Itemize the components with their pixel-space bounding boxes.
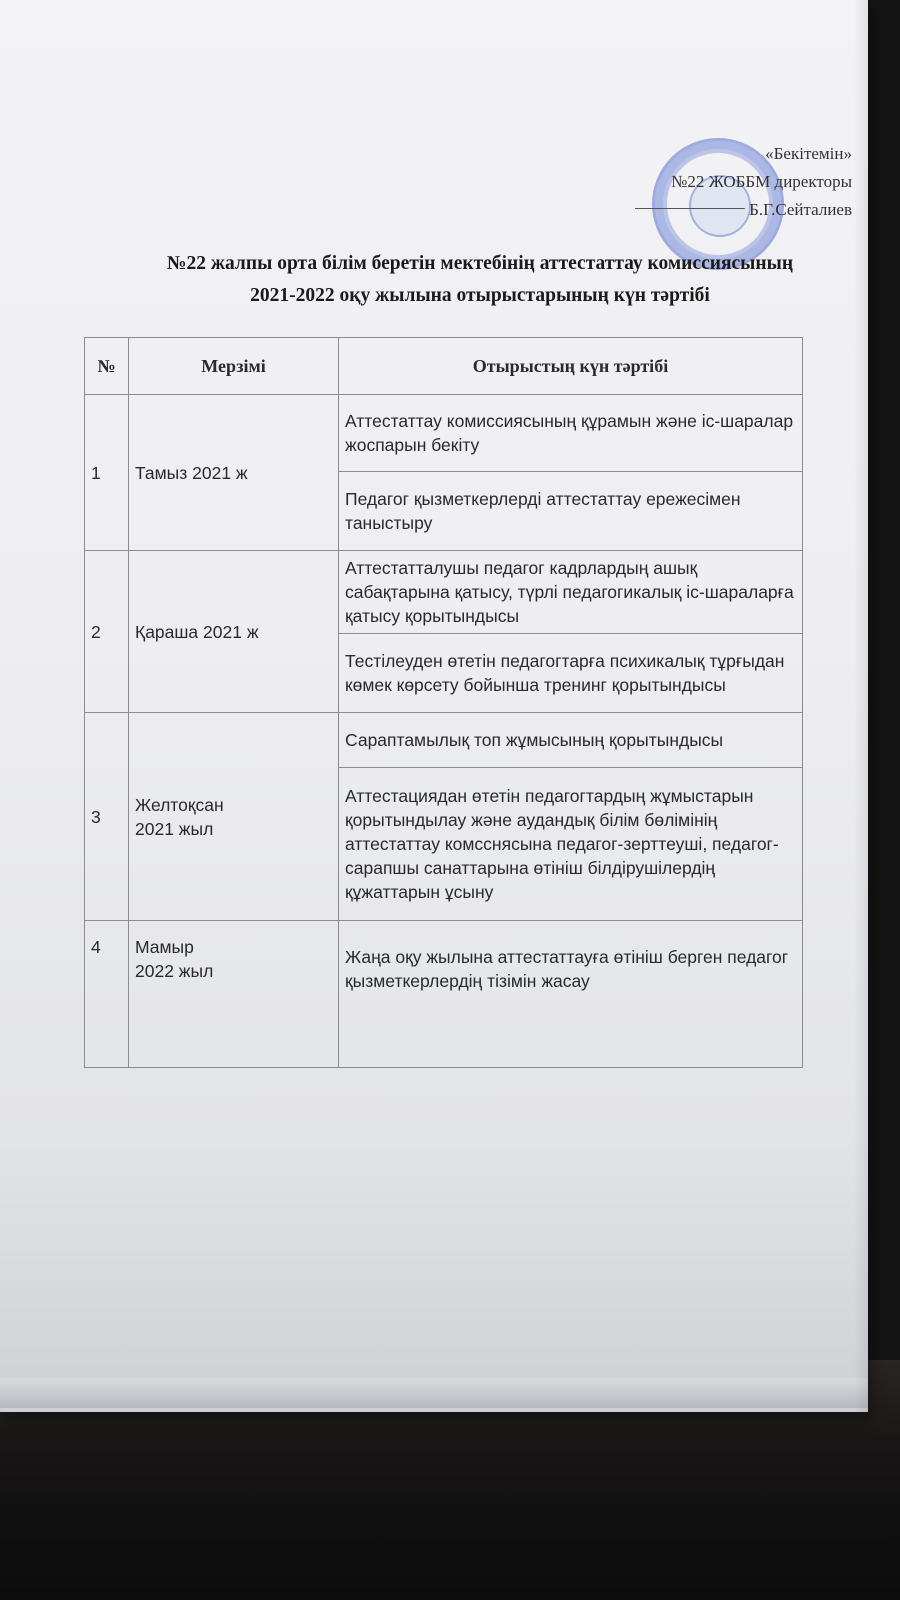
approval-block [592, 140, 852, 224]
document-title [80, 248, 880, 312]
agenda-item: Тестілеуден өтетін педагогтарға психикалық тұрғыдан көмек көрсету бойынша тренинг қорытындысы [339, 634, 803, 713]
row-date-year: 2022 жыл [135, 961, 214, 981]
agenda-item: Аттестатталушы педагог кадрлардың ашық сабақтарына қатысу, түрлі педагогикалық іс-шараларға қатысу қорытындысы [339, 551, 803, 634]
row-date [129, 921, 339, 1068]
table-row [85, 921, 803, 1068]
title-line-1: №22 жалпы орта білім беретін мектебінің аттестаттау комиссиясының [166, 253, 794, 274]
row-date-month: Мамыр [135, 937, 194, 957]
agenda-item: Жаңа оқу жылына аттестаттауға өтініш берген педагог қызметкерлердің тізімін жасау [339, 921, 803, 1068]
title-line-2: 2021-2022 оқу жылына отырыстарының күн тәртібі [250, 285, 710, 306]
header-number: № [85, 338, 129, 395]
agenda-table [84, 337, 803, 1068]
header-date: Мерзімі [129, 338, 339, 395]
row-date: Тамыз 2021 ж [129, 395, 339, 551]
row-date-year: 2021 жыл [135, 818, 214, 839]
row-number: 3 [85, 713, 129, 921]
row-date-month: Желтоқсан [135, 794, 224, 815]
agenda-item: Аттестаттау комиссиясының құрамын және іс-шаралар жоспарын бекіту [339, 395, 803, 472]
row-date: Қараша 2021 ж [129, 551, 339, 713]
table-header-row [85, 338, 803, 395]
row-number: 1 [85, 395, 129, 551]
table-row [85, 551, 803, 634]
agenda-item: Педагог қызметкерлерді аттестаттау ережесімен таныстыру [339, 472, 803, 551]
paper-bottom-edge [0, 1378, 868, 1408]
approval-position: №22 ЖОББМ директоры [671, 172, 852, 191]
approval-heading: «Бекітемін» [765, 144, 852, 163]
row-number: 2 [85, 551, 129, 713]
table-row [85, 713, 803, 768]
table-row [85, 395, 803, 472]
row-number: 4 [85, 921, 129, 1068]
approval-signatory: Б.Г.Сейталиев [749, 200, 852, 219]
signature-line [635, 208, 745, 209]
header-agenda: Отырыстың күн тәртібі [339, 338, 803, 395]
row-date [129, 713, 339, 921]
agenda-item: Сараптамылық топ жұмысының қорытындысы [339, 713, 803, 768]
agenda-item: Аттестациядан өтетін педагогтардың жұмыстарын қорытындылау және аудандық білім бөлімінің аттестаттау комсснясына педагог-зерттеуші, педагог-сарапшы санаттарына өтініш білдірушілердің құжаттарын ұсыну [339, 768, 803, 921]
